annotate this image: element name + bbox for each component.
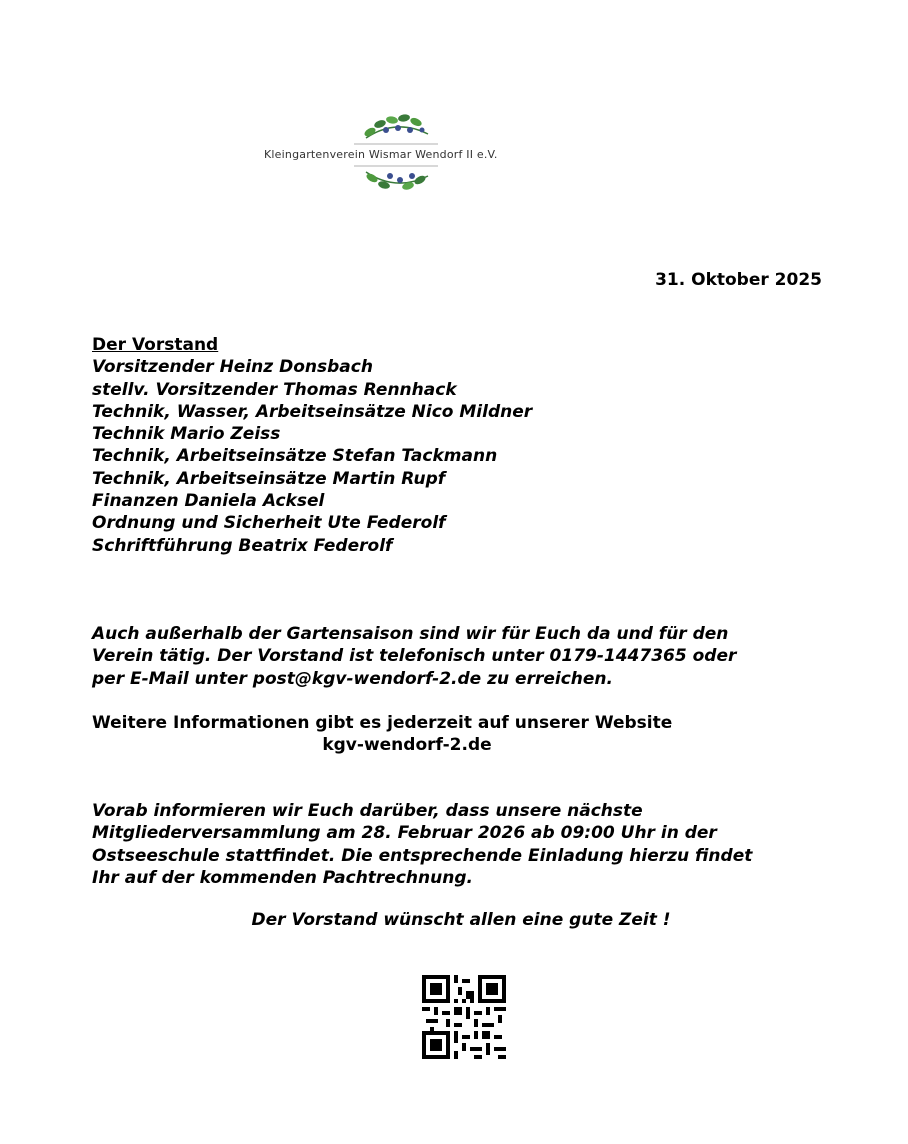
closing-line: Der Vorstand wünscht allen eine gute Zeit ! (251, 910, 671, 930)
meeting-line: Mitgliederversammlung am 28. Februar 2026 ab 09:00 Uhr in der (92, 823, 717, 844)
contact-line: Auch außerhalb der Gartensaison sind wir für Euch da und für den (92, 624, 729, 644)
board-member: Vorsitzender Heinz Donsbach (92, 357, 373, 378)
board-member: Technik, Arbeitseinsätze Martin Rupf (92, 468, 446, 489)
club-logo (258, 108, 534, 192)
board-member: Technik, Arbeitseinsätze Stefan Tackmann (92, 446, 498, 467)
qr-code[interactable] (420, 975, 508, 1059)
board-member: Finanzen Daniela Acksel (92, 491, 325, 512)
contact-paragraph (92, 623, 822, 690)
logo-text: Kleingartenverein Wismar Wendorf II e.V. (264, 148, 498, 161)
qr-code-graphic (420, 975, 508, 1059)
contact-line: Verein tätig. Der Vorstand ist telefonisch unter 0179-1447365 oder (92, 646, 737, 667)
website-intro: Weitere Informationen gibt es jederzeit auf unserer Website (92, 713, 673, 733)
board-heading: Der Vorstand (92, 335, 219, 355)
contact-line: per E-Mail unter post@kgv-wendorf-2.de zu erreichen. (92, 668, 613, 689)
board-member: Ordnung und Sicherheit Ute Federolf (92, 513, 446, 534)
board-member: Technik Mario Zeiss (92, 424, 281, 445)
website-paragraph (92, 712, 822, 757)
meeting-line: Vorab informieren wir Euch darüber, dass unsere nächste (92, 801, 643, 821)
board-member: Technik, Wasser, Arbeitseinsätze Nico Mildner (92, 401, 533, 422)
board-list (92, 334, 532, 557)
board-member: stellv. Vorsitzender Thomas Rennhack (92, 379, 457, 400)
website-link[interactable]: kgv-wendorf-2.de (322, 735, 492, 756)
meeting-paragraph (92, 800, 822, 889)
meeting-line: Ostseeschule stattfindet. Die entsprechende Einladung hierzu findet (92, 845, 753, 866)
letter-date: 31. Oktober 2025 (655, 270, 822, 290)
board-member: Schriftführung Beatrix Federolf (92, 535, 393, 556)
meeting-line: Ihr auf der kommenden Pachtrechnung. (92, 867, 473, 888)
